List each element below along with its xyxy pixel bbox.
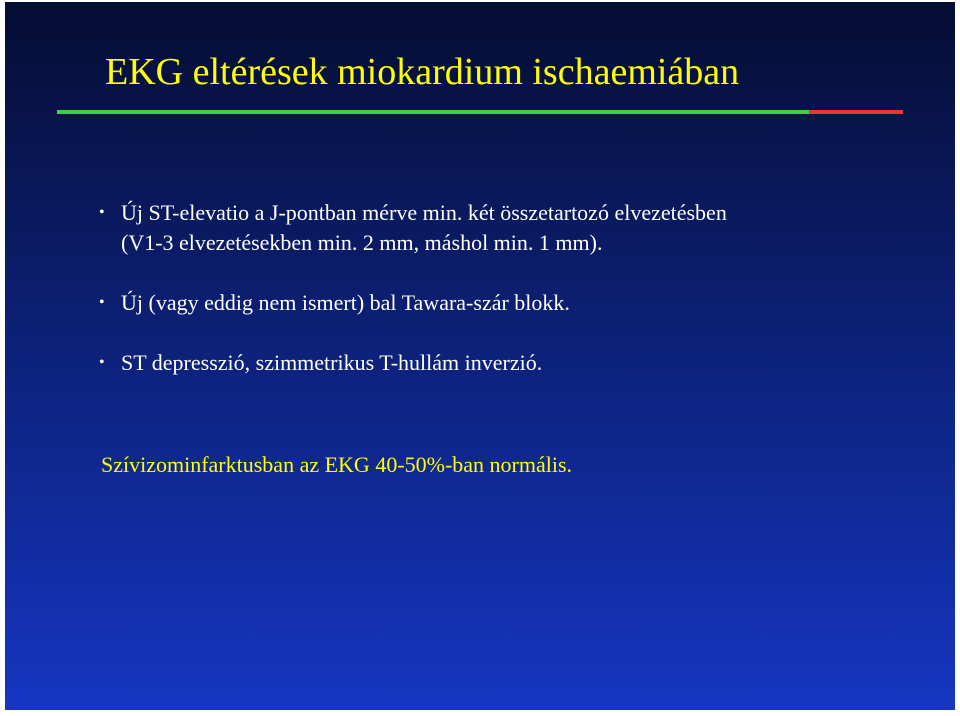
bullet-icon: • [99, 204, 105, 221]
bullet-icon: • [99, 294, 105, 311]
bullet-item [99, 198, 727, 258]
title-underline-green [57, 110, 809, 114]
bullet-item [99, 288, 727, 318]
footer-note: Szívizominfarktusban az EKG 40-50%-ban normális. [101, 452, 573, 477]
bullet-item [99, 348, 727, 378]
slide [5, 2, 955, 710]
bullet-line: ST depresszió, szimmetrikus T-hullám inverzió. [121, 350, 543, 375]
slide-title: EKG eltérések miokardium ischaemiában [105, 51, 740, 93]
bullet-line: Új (vagy eddig nem ismert) bal Tawara-szár blokk. [121, 290, 570, 315]
bullet-line: Új ST-elevatio a J-pontban mérve min. két összetartozó elvezetésben [121, 200, 727, 225]
title-underline-red [809, 110, 903, 114]
bullet-list [99, 198, 727, 378]
bullet-icon: • [99, 354, 105, 371]
bullet-line: (V1-3 elvezetésekben min. 2 mm, máshol min. 1 mm). [121, 230, 603, 255]
